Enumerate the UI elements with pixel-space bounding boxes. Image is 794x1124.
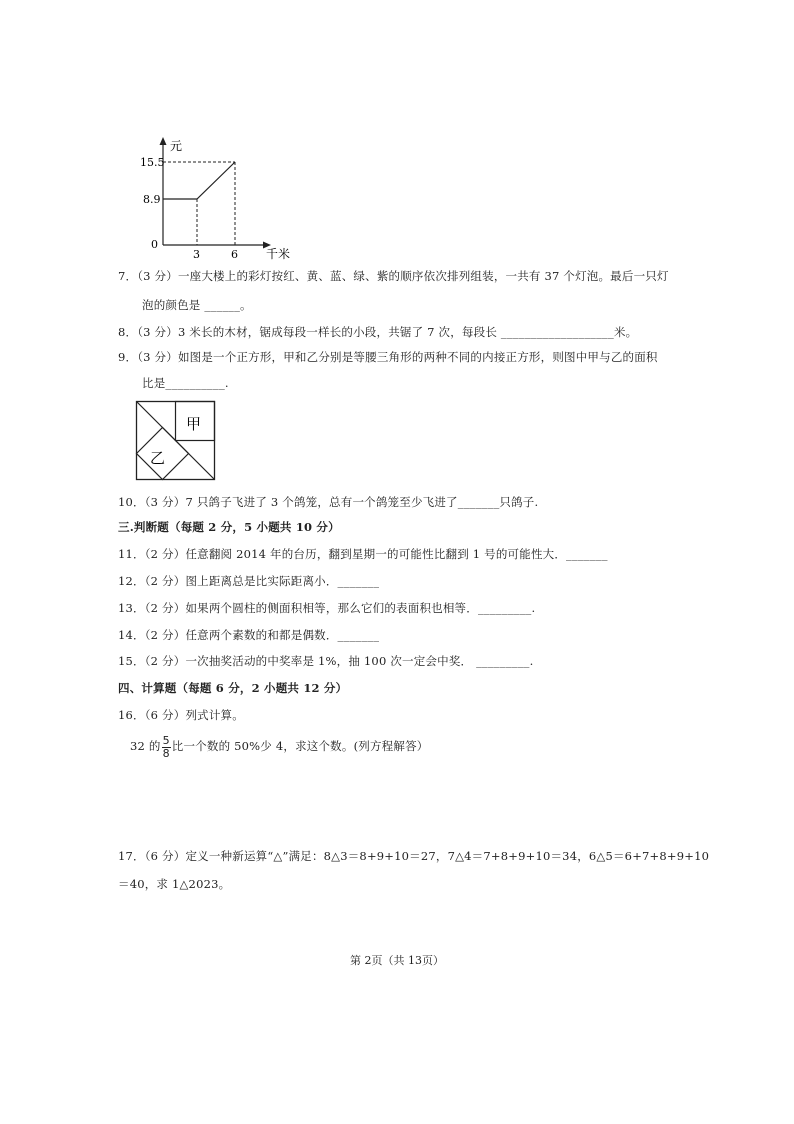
label-jia: 甲 [186,415,202,433]
q16-line1: 16．（6 分）列式计算。 [118,708,244,722]
q9-line1: 9．（3 分）如图是一个正方形，甲和乙分别是等腰三角形的两种不同的内接正方形，则图中甲与乙的面积 [118,350,658,364]
q7-line2: 泡的颜色是 ______。 [142,298,252,312]
q14-line1: 14．（2 分）任意两个素数的和都是偶数．_______ [118,628,380,642]
q9-square-figure [135,400,217,482]
section4-title: 四、计算题（每题 6 分，2 小题共 12 分） [118,681,348,695]
price-line [163,162,235,199]
x-tick-3: 3 [193,248,200,260]
q8-line1: 8．（3 分）3 米长的木材，锯成每段一样长的小段，共锯了 7 次，每段长 ___________________米。 [118,325,638,339]
y-unit-label: 元 [170,139,183,153]
x-unit-label: 千米 [266,247,290,260]
y-tick-15.5: 15.5 [140,156,165,169]
q15-line1: 15．（2 分）一次抽奖活动的中奖率是 1%，抽 100 次一定会中奖． _________. [118,654,534,668]
y-axis-arrow [160,137,167,145]
label-yi: 乙 [150,449,166,467]
section3-title: 三.判断题（每题 2 分，5 小题共 10 分） [118,520,340,534]
q17-line1: 17．（6 分）定义一种新运算“△”满足：8△3＝8+9+10＝27，7△4＝7+8+9+10＝34，6△5＝6+7+8+9+10 [118,849,710,863]
x-tick-6: 6 [231,248,238,260]
q16-pre: 32 的 [130,739,161,753]
q13-line1: 13．（2 分）如果两个圆柱的侧面积相等，那么它们的表面积也相等．_________. [118,601,536,615]
q17-line2: ＝40，求 1△2023。 [118,877,231,891]
page-footer: 第 2页（共 13页） [350,954,444,967]
q10-line1: 10．（3 分）7 只鸽子飞进了 3 个鸽笼，总有一个鸽笼至少飞进了_______只鸽子. [118,495,539,509]
q16-post: 比一个数的 50%少 4，求这个数。(列方程解答） [171,739,429,753]
q7-line1: 7．（3 分）一座大楼上的彩灯按红、黄、蓝、绿、紫的顺序依次排列组装，一共有 37 个灯泡。最后一只灯 [118,269,669,283]
y-tick-8.9: 8.9 [143,193,161,206]
q9-line2: 比是__________. [142,376,229,390]
price-distance-graph [140,135,290,260]
q12-line1: 12．（2 分）图上距离总是比实际距离小．_______ [118,574,380,588]
q16-fraction [162,735,171,760]
q16-frac-den: 8 [162,746,170,760]
q16-expression [130,732,428,760]
q11-line1: 11．（2 分）任意翻阅 2014 年的台历，翻到星期一的可能性比翻到 1 号的可能性大．_______ [118,547,608,561]
q16-frac-num: 5 [162,733,170,747]
y-tick-0: 0 [151,238,158,251]
